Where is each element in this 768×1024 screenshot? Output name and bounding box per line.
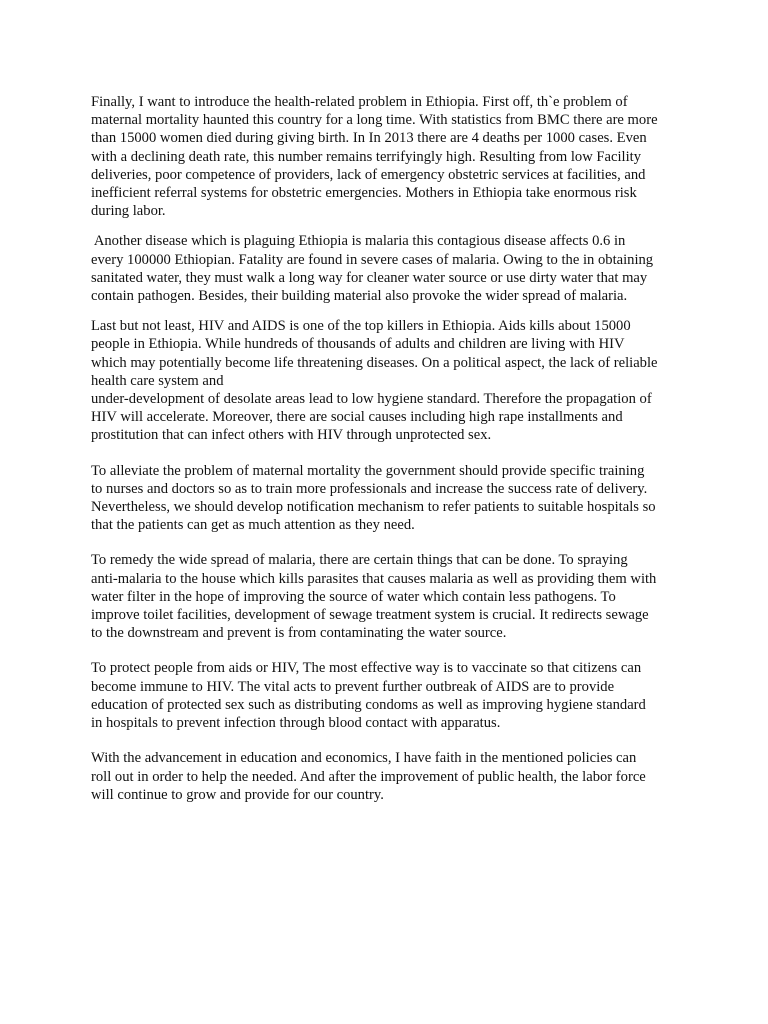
text-line: education of protected sex such as distributing condoms as well as improving hygiene standard xyxy=(91,696,646,713)
text-line: with a declining death rate, this number remains terrifyingly high. Resulting from low Facility xyxy=(91,148,641,165)
paragraph-spacer xyxy=(91,732,681,749)
text-line: water filter in the hope of improving the source of water which contain less pathogens. To xyxy=(91,588,616,605)
text-line: roll out in order to help the needed. And after the improvement of public health, the labor force xyxy=(91,768,646,785)
paragraph-hiv-solution xyxy=(91,659,681,732)
text-line: in hospitals to prevent infection through blood contact with apparatus. xyxy=(91,715,501,732)
paragraph-spacer xyxy=(91,305,681,317)
text-line: become immune to HIV. The vital acts to prevent further outbreak of AIDS are to provide xyxy=(91,678,615,695)
paragraph-maternal-solution xyxy=(91,462,681,535)
text-line: will continue to grow and provide for our country. xyxy=(91,786,384,803)
text-line: Last but not least, HIV and AIDS is one of the top killers in Ethiopia. Aids kills about 15000 xyxy=(91,318,631,335)
paragraph-malaria xyxy=(91,232,681,305)
paragraph-spacer xyxy=(91,642,681,659)
paragraph-spacer xyxy=(91,534,681,551)
text-line: With the advancement in education and economics, I have faith in the mentioned policies can xyxy=(91,750,637,767)
text-line: under-development of desolate areas lead to low hygiene standard. Therefore the propagation of xyxy=(91,391,652,408)
text-line: Another disease which is plaguing Ethiopia is malaria this contagious disease affects 0.6 in xyxy=(91,233,626,250)
text-line: HIV will accelerate. Moreover, there are social causes including high rape installments and xyxy=(91,409,623,426)
text-line: Finally, I want to introduce the health-related problem in Ethiopia. First off, th`e problem of xyxy=(91,94,628,110)
text-line: improve toilet facilities, development of sewage treatment system is crucial. It redirects sewage xyxy=(91,607,649,624)
text-line: prostitution that can infect others with HIV through unprotected sex. xyxy=(91,427,492,444)
text-line: to nurses and doctors so as to train more professionals and increase the success rate of delivery. xyxy=(91,480,648,497)
text-line: deliveries, poor competence of providers, lack of emergency obstetric services at facilities, and xyxy=(91,166,646,183)
text-line: To remedy the wide spread of malaria, there are certain things that can be done. To spraying xyxy=(91,552,628,569)
paragraph-hiv-aids xyxy=(91,317,681,444)
paragraph-malaria-solution xyxy=(91,551,681,642)
text-line: every 100000 Ethiopian. Fatality are found in severe cases of malaria. Owing to the in obtaining xyxy=(91,251,654,268)
paragraph-spacer xyxy=(91,220,681,232)
document-body xyxy=(91,93,681,804)
text-line: inefficient referral systems for obstetric emergencies. Mothers in Ethiopia take enormous risk xyxy=(91,185,637,202)
paragraph-maternal-mortality xyxy=(91,93,681,220)
text-line: To alleviate the problem of maternal mortality the government should provide specific training xyxy=(91,462,645,479)
text-line: to the downstream and prevent is from contaminating the water source. xyxy=(91,625,507,642)
text-line: health care system and xyxy=(91,372,224,389)
text-line: To protect people from aids or HIV, The most effective way is to vaccinate so that citizens can xyxy=(91,660,642,677)
text-line: anti-malaria to the house which kills parasites that causes malaria as well as providing them with xyxy=(91,570,657,587)
text-line: Nevertheless, we should develop notification mechanism to refer patients to suitable hospitals so xyxy=(91,499,656,516)
text-line: which may potentially become life threatening diseases. On a political aspect, the lack of reliable xyxy=(91,354,658,371)
text-line: that the patients can get as much attention as they need. xyxy=(91,517,415,534)
text-line: contain pathogen. Besides, their building material also provoke the wider spread of malaria. xyxy=(91,288,628,305)
paragraph-spacer xyxy=(91,445,681,462)
text-line: people in Ethiopia. While hundreds of thousands of adults and children are living with HIV xyxy=(91,336,625,353)
text-line: maternal mortality haunted this country for a long time. With statistics from BMC there are more xyxy=(91,112,658,129)
text-line: than 15000 women died during giving birth. In In 2013 there are 4 deaths per 1000 cases. Even xyxy=(91,130,647,147)
paragraph-conclusion xyxy=(91,749,681,804)
text-line: during labor. xyxy=(91,203,166,220)
text-line: sanitated water, they must walk a long way for cleaner water source or use dirty water that may xyxy=(91,269,648,286)
